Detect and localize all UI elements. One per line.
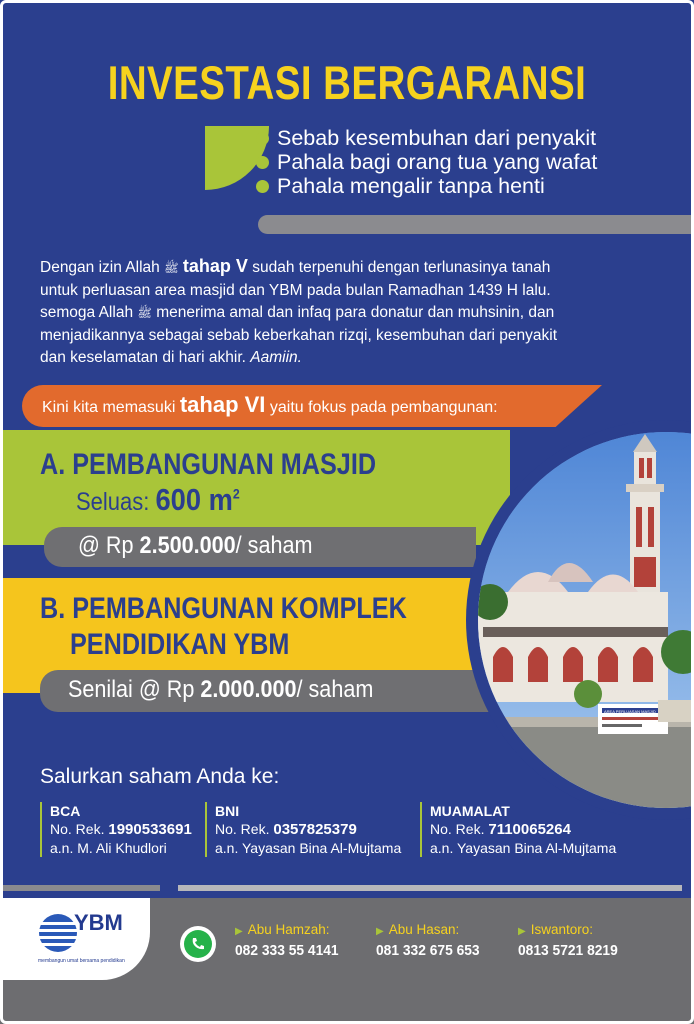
mosque-illustration xyxy=(478,432,694,808)
bank-bni xyxy=(205,802,401,857)
arrow-right-icon: ▶ xyxy=(235,926,243,937)
ybm-logo-icon xyxy=(38,912,78,954)
bank-holder: a.n. Yayasan Bina Al-Mujtama xyxy=(430,840,617,856)
bank-muamalat xyxy=(420,802,616,857)
arrow-right-icon: ▶ xyxy=(518,926,526,937)
section-b-title-1: B. PEMBANGUNAN KOMPLEK xyxy=(40,592,407,625)
section-a-price: @ Rp 2.500.000/ saham xyxy=(78,532,313,559)
contact-1: ▶ Abu Hamzah: 082 333 55 4141 xyxy=(235,922,339,959)
bank-holder: a.n. Yayasan Bina Al-Mujtama xyxy=(215,840,402,856)
photo-sign-text: AREA PERLUASAN MASJID xyxy=(604,709,656,714)
contact-phone: 081 332 675 653 xyxy=(376,942,480,959)
section-a-title: A. PEMBANGUNAN MASJID xyxy=(40,448,377,481)
bullet-dot-icon xyxy=(256,132,269,145)
contact-phone: 082 333 55 4141 xyxy=(235,942,339,959)
intro-paragraph: Dengan izin Allah ﷺ tahap V sudah terpenuhi dengan terlunasinya tanah untuk perluasan area masjid dan YBM pada bulan Ramadhan 1439 H lalu. semoga Allah ﷺ menerima amal dan infaq para donatur dan muhsinin, dan menjadikannya sebagai sebab keberkahan rizqi, kesembuhan dari penyakit dan keselamatan di hari akhir. Aamiin. xyxy=(40,256,557,366)
salawat-glyph: ﷺ xyxy=(164,261,179,275)
contact-phone: 0813 5721 8219 xyxy=(518,942,618,959)
divider-line xyxy=(0,885,160,891)
bank-account: No. Rek. 7110065264 xyxy=(430,821,571,838)
benefit-item: Pahala bagi orang tua yang wafat xyxy=(256,150,597,174)
bank-holder: a.n. M. Ali Khudlori xyxy=(50,840,167,856)
bank-name: MUAMALAT xyxy=(430,803,510,819)
bank-bca xyxy=(40,802,192,857)
contact-2: ▶ Abu Hasan: 081 332 675 653 xyxy=(376,922,480,959)
benefit-list xyxy=(256,126,597,198)
benefit-item: Sebab kesembuhan dari penyakit xyxy=(256,126,597,150)
bank-account: No. Rek. 1990533691 xyxy=(50,821,192,838)
contact-3: ▶ Iswantoro: 0813 5721 8219 xyxy=(518,922,618,959)
bank-account: No. Rek. 0357825379 xyxy=(215,821,357,838)
phone-icon xyxy=(190,936,206,952)
section-b-title-2: PENDIDIKAN YBM xyxy=(70,628,290,661)
logo-text: YBM xyxy=(74,910,123,935)
stage-text: Kini kita memasuki tahap VI yaitu fokus pada pembangunan: xyxy=(42,392,498,417)
logo-tagline: membangun umat bersama pendidikan xyxy=(38,958,125,964)
bank-name: BNI xyxy=(215,803,240,819)
poster-title: INVESTASI BERGARANSI xyxy=(107,56,587,109)
benefit-item: Pahala mengalir tanpa henti xyxy=(256,174,597,198)
salawat-glyph: ﷺ xyxy=(137,306,152,320)
bank-name: BCA xyxy=(50,803,81,819)
divider-line xyxy=(178,885,682,891)
section-b-price: Senilai @ Rp 2.000.000/ saham xyxy=(68,676,374,703)
bullet-dot-icon xyxy=(256,180,269,193)
bullet-dot-icon xyxy=(256,156,269,169)
section-a-area: Seluas: 600 $m^2$ xyxy=(76,482,240,517)
divider-strip xyxy=(258,215,694,234)
arrow-right-icon: ▶ xyxy=(376,926,384,937)
mosque-photo xyxy=(478,432,694,808)
transfer-heading: Salurkan saham Anda ke: xyxy=(40,765,280,788)
